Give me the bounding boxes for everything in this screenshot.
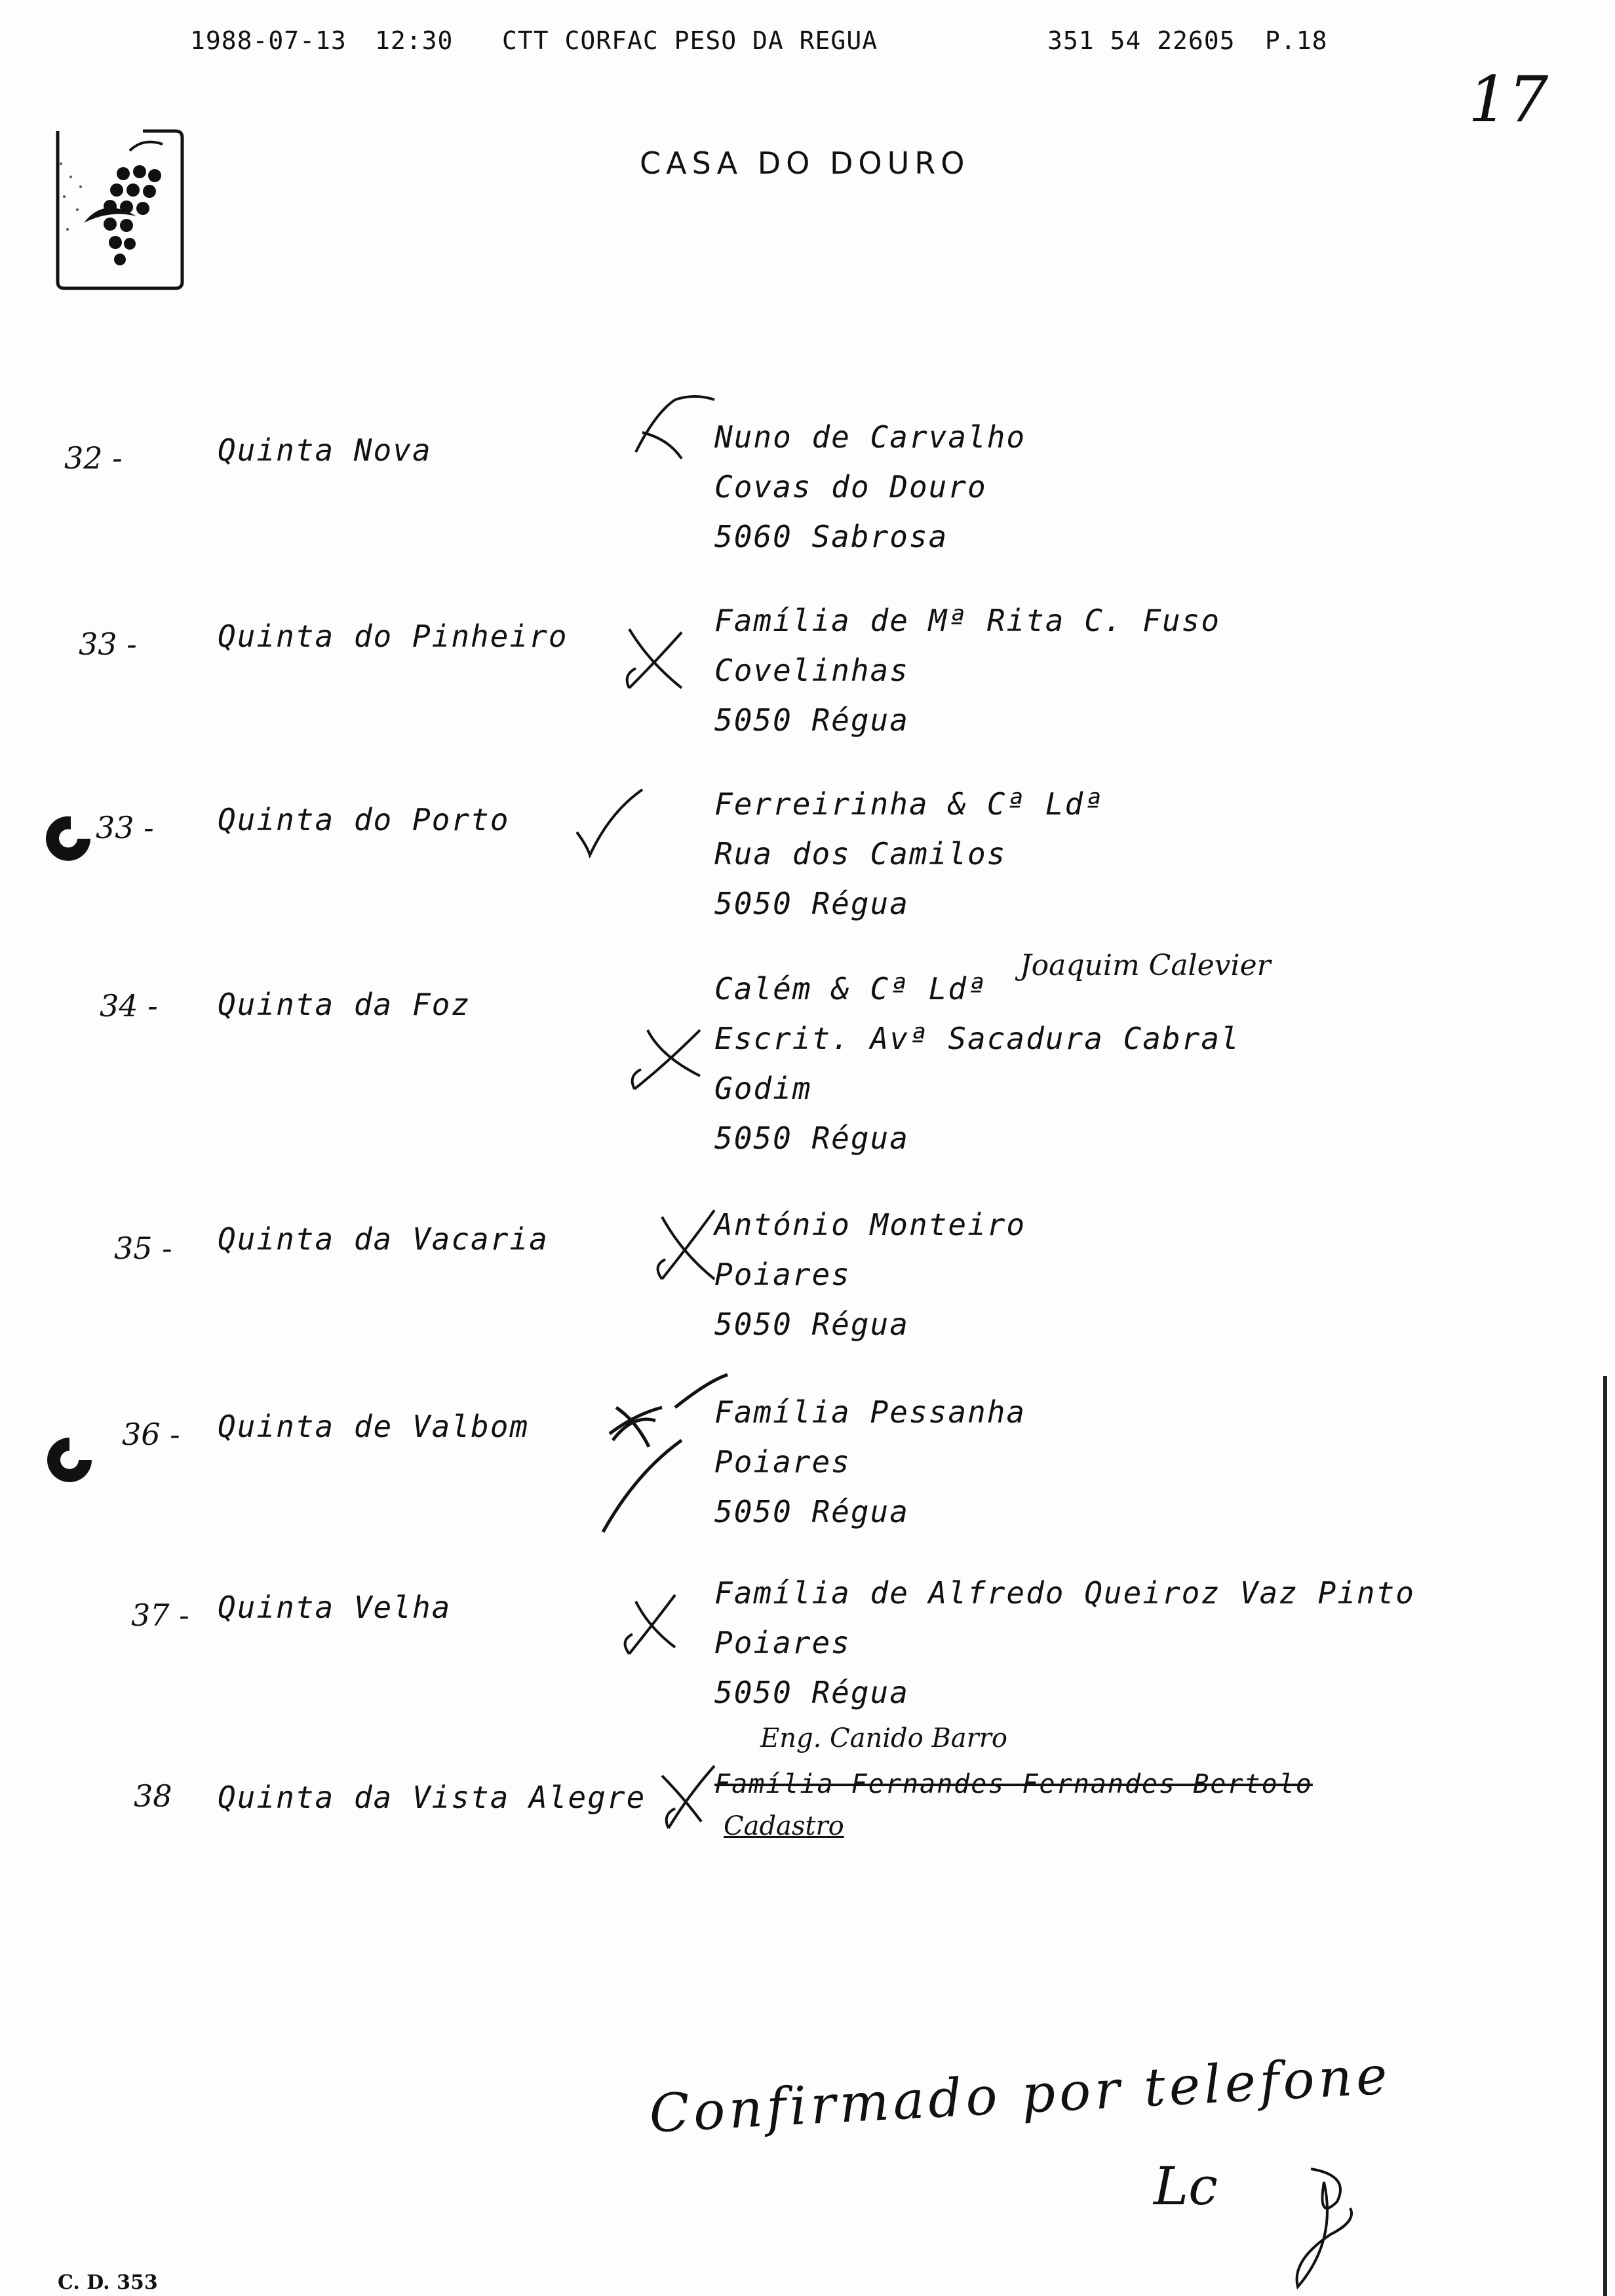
address-line: Família Pessanha [714, 1394, 1026, 1430]
address-line: António Monteiro [714, 1207, 1026, 1242]
signature-icon [1272, 2162, 1363, 2293]
address-line: Família de Alfredo Queiroz Vaz Pinto [714, 1575, 1415, 1611]
address-line: 5050 Régua [714, 1307, 909, 1342]
address-line: Godim [714, 1071, 812, 1106]
fax-sender: CTT CORFAC PESO DA REGUA [502, 26, 878, 55]
entry-address [714, 971, 1240, 1170]
entry-address [714, 1575, 1415, 1725]
entry-number: 35 - [114, 1231, 172, 1266]
handwritten-note-line2: Lc [1154, 2156, 1218, 2217]
hole-punch-icon [43, 1434, 96, 1486]
address-line: Calém & Cª Ldª [714, 971, 987, 1006]
check-mark-icon [629, 393, 721, 465]
fax-phone: 351 54 22605 [1047, 26, 1236, 55]
entry-number: 32 - [64, 440, 123, 476]
organization-name: CASA DO DOURO [640, 145, 970, 181]
address-line: Rua dos Camilos [714, 836, 1007, 871]
fax-page: P.18 [1265, 26, 1328, 55]
document-code: C. D. 353 [58, 2271, 158, 2294]
fax-time: 12:30 [375, 26, 454, 55]
address-line: 5050 Régua [714, 1675, 909, 1710]
entry-address [714, 786, 1104, 936]
struck-address-line: Família Fernandes Fernandes Bertolo [714, 1769, 1313, 1799]
address-line: Poiares [714, 1444, 851, 1480]
x-mark-icon [610, 1588, 688, 1660]
address-line: 5050 Régua [714, 886, 909, 921]
entry-name: Quinta do Pinheiro [218, 619, 568, 654]
hole-punch-icon [45, 813, 97, 865]
entry-number: 38 [134, 1778, 172, 1814]
check-mark-icon [570, 786, 649, 858]
x-mark-icon [610, 622, 695, 701]
address-line: Covelinhas [714, 653, 909, 688]
entry-address [714, 1207, 1026, 1356]
entry-address [714, 603, 1220, 752]
entry-name: Quinta Velha [218, 1590, 452, 1625]
entry-name: Quinta do Porto [218, 802, 510, 837]
entry-address [714, 419, 1026, 569]
entry-number: 37 - [131, 1598, 189, 1633]
entry-address [714, 1394, 1026, 1544]
address-line: 5050 Régua [714, 1120, 909, 1156]
entry-number: 33 - [79, 626, 137, 662]
handwritten-note-line1: Confirmado por telefone [648, 2044, 1393, 2145]
entry-number: 36 - [122, 1417, 180, 1452]
address-line: Família de Mª Rita C. Fuso [714, 603, 1221, 638]
handwritten-annotation: Eng. Canido Barro [760, 1723, 1007, 1753]
handwritten-page-number: 17 [1468, 63, 1549, 136]
address-line: 5060 Sabrosa [714, 519, 948, 554]
entry-name: Quinta da Vacaria [218, 1221, 549, 1257]
address-line: Poiares [714, 1257, 851, 1292]
address-line: Ferreirinha & Cª Ldª [714, 786, 1104, 822]
entry-number: 33 - [96, 810, 154, 845]
x-mark-icon [621, 1024, 707, 1096]
address-line: 5050 Régua [714, 1494, 909, 1529]
entry-number: 34 - [100, 988, 158, 1024]
handwritten-annotation: Joaquim Calevier [1020, 949, 1271, 982]
entry-name: Quinta de Valbom [218, 1409, 530, 1444]
entry-name: Quinta Nova [218, 432, 432, 468]
entry-name: Quinta da Vista Alegre [218, 1780, 646, 1815]
address-line: Nuno de Carvalho [714, 419, 1026, 455]
fax-date: 1988-07-13 [190, 26, 347, 55]
address-line: Escrit. Avª Sacadura Cabral [714, 1021, 1240, 1056]
fax-header [190, 26, 1370, 59]
handwritten-annotation: Cadastro [724, 1811, 844, 1841]
address-line: Covas do Douro [714, 469, 987, 505]
address-line: Poiares [714, 1625, 851, 1660]
entry-name: Quinta da Foz [218, 987, 471, 1022]
page-edge-shadow [1603, 1376, 1607, 2296]
x-mark-icon [642, 1207, 721, 1292]
x-mark-icon [655, 1763, 721, 1835]
grape-logo-icon [45, 124, 191, 292]
address-line: 5050 Régua [714, 702, 909, 738]
